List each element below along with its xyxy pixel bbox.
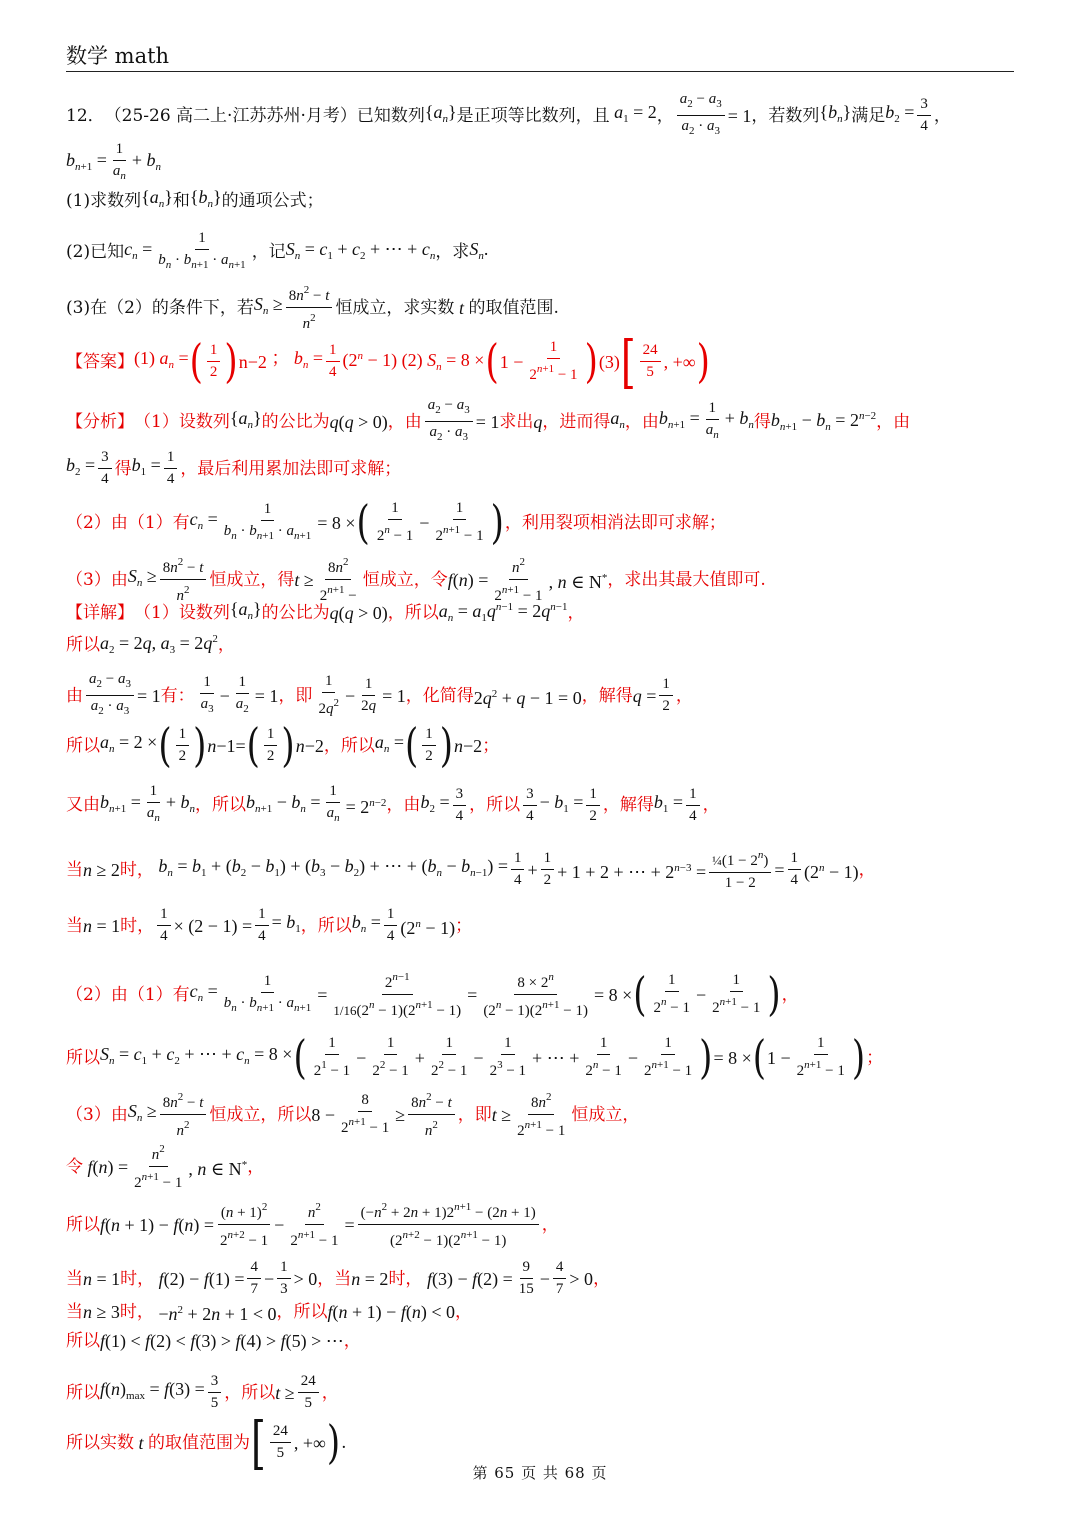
text: ，所以 bbox=[469, 795, 521, 815]
text: 的取值范围. bbox=[468, 297, 559, 318]
page-header-title: 数学 math bbox=[66, 44, 170, 68]
detail-line-14: 当 n ≥ 3 时， $-n^2 + 2n + 1 < 0$ ，所以 f(n + 1) − f(n) < 0 ， bbox=[66, 1302, 472, 1324]
text: （2）由（1）有 bbox=[66, 984, 190, 1005]
text: ，所以 bbox=[387, 602, 439, 623]
text: 时， bbox=[119, 1302, 154, 1322]
text: ，由 bbox=[876, 411, 911, 432]
text: 的通项公式； bbox=[221, 190, 324, 211]
text: 当 bbox=[66, 1302, 83, 1322]
detail-line-9: 所以 $S_n = c_1 + c_2$ + ⋯ + $c_n = 8$ × ( $\frac{1}{2^1 - 1}$ − $\frac{1}{2^2 - 1}$ + $\frac{1}{2^2 - 1}$ − $\frac{1}{2^3 - 1}$ + ⋯ + $\frac{1}{2^n - 1}$ − $\frac{1}{2^{n+1} - 1}$ ) = 8 × ( 1 − $\frac{1}{2^{n+1} - 1}$ ) ； bbox=[66, 1030, 884, 1085]
text: ，所以 bbox=[195, 795, 247, 815]
text: ，化简得 bbox=[405, 685, 474, 706]
detail-line-2: 所以 $a_2 = 2q$, $a_3 = 2q^2$ ， bbox=[66, 633, 235, 656]
text: ，所以 bbox=[276, 1302, 328, 1322]
text: ，解得 bbox=[581, 685, 633, 706]
text: 所以 bbox=[66, 634, 100, 655]
text: ，最后利用累加法即可求解； bbox=[180, 458, 402, 479]
problem-source: （25-26 高二上·江苏苏州·月考） bbox=[104, 105, 357, 126]
detail-line-8: （2）由（1）有 $c_n$ = $\frac{1}{b_n \cdot b_{n+1} \cdot a_{n+1}}$ = $\frac{2^{n-1}}{1/16(2^n - 1)(2^{n+1} - 1)}$ = $\frac{8 \times 2^n}{(2^n - 1)(2^{n+1} - 1)}$ = 8 × ( $\frac{1}{2^n - 1}$ − $\frac{1}{2^{n+1} - 1}$ ) ， bbox=[66, 967, 799, 1022]
text: 有： bbox=[160, 685, 195, 706]
text: 又由 bbox=[66, 795, 100, 815]
text: ，解得 bbox=[602, 795, 654, 815]
text: 时， bbox=[120, 1268, 155, 1289]
text: ，所以 bbox=[224, 1382, 276, 1403]
text: 恒成立， bbox=[571, 1104, 640, 1125]
text: （2）由（1）有 bbox=[66, 512, 190, 533]
text: 时， bbox=[119, 859, 154, 880]
text: 已知数列 bbox=[356, 105, 425, 126]
text: ，即 bbox=[278, 685, 313, 706]
text: 的公比为 bbox=[261, 602, 330, 623]
text: ，由 bbox=[624, 411, 659, 432]
text: (3)在（2）的条件下，若 bbox=[66, 297, 254, 318]
text: (1)求数列 bbox=[66, 190, 142, 211]
text: （3）由 bbox=[66, 1104, 128, 1125]
text: 求出 bbox=[499, 411, 534, 432]
text: ，记 bbox=[251, 242, 286, 262]
page-footer: 第 65 页 共 68 页 bbox=[472, 1464, 608, 1482]
text: 当 bbox=[66, 915, 83, 936]
text: ，所以 bbox=[323, 735, 375, 756]
question-2: (2)已知 $c_n$ = $\frac{1}{b_n \cdot b_{n+1} \cdot a_{n+1}}$ ，记 $S_n = c_1 + c_2$ + ⋯ + $c_n$ ，求 $S_n$. bbox=[66, 230, 489, 271]
text: ，进而得 bbox=[542, 411, 611, 432]
header-rule bbox=[66, 71, 1014, 72]
text: 的取值范围为 bbox=[148, 1432, 251, 1453]
detail-line-10: （3）由 $S_n$ ≥ $\frac{8n^2 - t}{n^2}$ 恒成立，所以 8 − $\frac{8}{2^{n+1} - 1}$ ≥ $\frac{8n^2 - t}{n^2}$ ，即 t ≥ $\frac{8n^2}{2^{n+1} - 1}$ 恒成立， bbox=[66, 1088, 1020, 1141]
text: ，由 bbox=[387, 411, 422, 432]
text: 得 bbox=[114, 458, 132, 479]
text: 当 bbox=[66, 859, 83, 880]
answer-line: 【答案】 (1) $a_n$ = ( $\frac{1}{2}$ ) n−2 ； $b_n$ = $\frac{1}{4}$ $(2^n - 1)$ (2) $S_n = 8$ × ( 1 − $\frac{1}{2^{n+1} - 1}$ ) (3) [ $\frac{24}{5}$ , +∞ ) bbox=[66, 328, 710, 395]
text: 和 bbox=[172, 190, 190, 211]
text: ，所以 bbox=[300, 915, 352, 936]
text: ，即 bbox=[457, 1104, 492, 1125]
text: 令 bbox=[66, 1156, 83, 1177]
text: 所以实数 bbox=[66, 1432, 134, 1453]
text: 所以 bbox=[66, 1047, 100, 1068]
text: ，利用裂项相消法即可求解； bbox=[504, 512, 726, 533]
detail-line-4: 所以 $a_n = 2$ × ( $\frac{1}{2}$ ) n−1 = ( $\frac{1}{2}$ ) n−2 ，所以 $a_n$ = ( $\frac{1}{2}$ ) n−2 ； bbox=[66, 718, 500, 773]
problem-line-2: $b_{n+1}$ = $\frac{1}{a_n}$ + $b_n$ bbox=[66, 141, 162, 182]
detail-line-7: 当 n = 1 时， $\frac{1}{4}$ × (2 − 1) = $\frac{1}{4}$ = $b_1$ ，所以 $b_n$ = $\frac{1}{4}$ $(2^n - 1)$ ； bbox=[66, 906, 473, 944]
text: 恒成立，所以 bbox=[209, 1104, 312, 1125]
text: ，求 bbox=[435, 242, 470, 262]
detail-line-11: 令 f(n) = $\frac{n^2}{2^{n+1} - 1}$ , n ∈ N* ， bbox=[66, 1140, 1020, 1193]
analysis-tag: 【分析】 bbox=[66, 411, 134, 432]
detail-line-6: 当 n ≥ 2 时， $b_n = b_1 + (b_2 - b_1) + (b_3 - b_2)$ + ⋯ + $(b_n - b_{n-1})$ = $\frac{1}{4}$ + $\frac{1}{2}$ + 1 + 2 + ⋯ + $2^{n-3}$ = $\frac{\frac{1}{4}(1 - 2^n)}{1 - 2}$ = $\frac{1}{4}$ $(2^n - 1)$ ， bbox=[66, 846, 1020, 893]
text: 是正项等比数列，且 bbox=[456, 105, 610, 126]
detail-line-5: 又由 $b_{n+1}$ = $\frac{1}{a_n}$ + $b_n$ ，所以 $b_{n+1} - b_n$ = $\frac{1}{a_n}$ = $2^{n-2}$ ，由 $b_2$ = $\frac{3}{4}$ ，所以 $\frac{3}{4}$ − $b_1$ = $\frac{1}{2}$ ，解得 $b_1$ = $\frac{1}{4}$ ， bbox=[66, 783, 720, 824]
text: 满足 bbox=[851, 105, 886, 126]
text: （1）设数列 bbox=[134, 602, 230, 623]
analysis-line-1: 【分析】 （1）设数列 $\{a_n\}$ 的公比为 q(q > 0) ，由 $\frac{a_2 - a_3}{a_2 \cdot a_3}$ = 1 求出 q ，进而得 $a_n$ ，由 $b_{n+1}$ = $\frac{1}{a_n}$ + $b_n$ 得 $b_{n+1} - b_n = 2^{n-2}$ ，由 bbox=[66, 397, 911, 443]
answer-tag: 【答案】 bbox=[66, 351, 134, 372]
text: 恒成立，得 bbox=[209, 569, 295, 590]
question-1: (1)求数列 $\{a_n\}$ 和 $\{b_n\}$ 的通项公式； bbox=[66, 187, 324, 211]
text: 当 bbox=[66, 1268, 83, 1289]
text: 的公比为 bbox=[261, 411, 330, 432]
text: ，当 bbox=[317, 1268, 352, 1289]
detail-tag: 【详解】 bbox=[66, 602, 134, 623]
text: 恒成立，求实数 bbox=[335, 297, 455, 318]
text: (2)已知 bbox=[66, 242, 125, 262]
text: ，求出其最大值即可. bbox=[607, 569, 766, 590]
text: ，若数列 bbox=[751, 105, 820, 126]
text: 所以 bbox=[66, 1331, 100, 1351]
analysis-line-3: （2）由（1）有 $c_n$ = $\frac{1}{b_n \cdot b_{n+1} \cdot a_{n+1}}$ = 8 × ( $\frac{1}{2^n - 1}$ − $\frac{1}{2^{n+1} - 1}$ ) ，利用裂项相消法即可求解； bbox=[66, 495, 726, 550]
text: 得 bbox=[753, 411, 771, 432]
detail-line-15: 所以 f(1) < f(2) < f(3) > f(4) > f(5) > ⋯ ， bbox=[66, 1331, 361, 1351]
question-3: (3)在（2）的条件下，若 $S_n$ ≥ $\frac{8n^2 - t}{n^2}$ 恒成立，求实数 t 的取值范围. bbox=[66, 281, 1020, 334]
text: 所以 bbox=[66, 1214, 100, 1235]
analysis-line-4: （3）由 $S_n$ ≥ $\frac{8n^2 - t}{n^2}$ 恒成立，得 t ≥ $\frac{8n^2}{2^{n+1} -}$ 恒成立，令 f(n) = $\frac{n^2}{2^{n+1} - 1}$ , n ∈ N* ，求出其最大值即可. bbox=[66, 553, 1020, 606]
problem-line-1: 12． （25-26 高二上·江苏苏州·月考） 已知数列 $\{a_n\}$ 是正项等比数列，且 $a_1 = 2$ ， $\frac{a_2 - a_3}{a_2 \cdot a_3}$ = 1 ，若数列 $\{b_n\}$ 满足 $b_2$ = $\frac{3}{4}$ ， bbox=[66, 90, 1020, 141]
text: 所以 bbox=[66, 1382, 100, 1403]
text: （1）设数列 bbox=[134, 411, 230, 432]
detail-line-3: 由 $\frac{a_2 - a_3}{a_2 \cdot a_3}$ = 1 有： $\frac{1}{a_3}$ − $\frac{1}{a_2}$ = 1 ，即 $\frac{1}{2q^2}$ − $\frac{1}{2q}$ = 1 ，化简得 $2q^2 + q - 1 = 0$ ，解得 q = $\frac{1}{2}$ ， bbox=[66, 671, 693, 717]
detail-line-12: 所以 f(n + 1) − f(n) = $\frac{(n + 1)^2}{2^{n+2} - 1}$ − $\frac{n^2}{2^{n+1} - 1}$ = $\frac{(-n^2 + 2n + 1)2^{n+1} - (2n + 1)}{(2^{n+2} - 1)(2^{n+1} - 1)}$ ， bbox=[66, 1198, 1020, 1251]
analysis-line-2: $b_2$ = $\frac{3}{4}$ 得 $b_1$ = $\frac{1}{4}$ ，最后利用累加法即可求解； bbox=[66, 449, 402, 487]
detail-line-17: 所以实数 t 的取值范围为 [ $\frac{24}{5}$ , +∞ ) . bbox=[66, 1409, 347, 1476]
formula: $\frac{a_2 - a_3}{a_2 \cdot a_3}$ bbox=[677, 90, 725, 141]
text: 时， bbox=[120, 915, 155, 936]
text: 时， bbox=[388, 1268, 423, 1289]
detail-line-16: 所以 $f(n)_{max} = f(3)$ = $\frac{3}{5}$ ，所以 t ≥ $\frac{24}{5}$ ， bbox=[66, 1373, 339, 1411]
detail-line-1: 【详解】 （1）设数列 $\{a_n\}$ 的公比为 q(q > 0) ，所以 $a_n = a_1q^{n-1} = 2q^{n-1}$ ， bbox=[66, 599, 585, 624]
text: 所以 bbox=[66, 735, 100, 756]
text: （3）由 bbox=[66, 569, 128, 590]
text: 由 bbox=[66, 685, 83, 706]
problem-number: 12． bbox=[66, 105, 105, 126]
detail-line-13: 当 n = 1 时， f(2) − f(1) = $\frac{4}{7}$ − $\frac{1}{3}$ > 0 ，当 n = 2 时， f(3) − f(2) = $\frac{9}{15}$ − $\frac{4}{7}$ > 0 ， bbox=[66, 1259, 611, 1297]
text: ，由 bbox=[386, 795, 421, 815]
text: 恒成立，令 bbox=[362, 569, 448, 590]
